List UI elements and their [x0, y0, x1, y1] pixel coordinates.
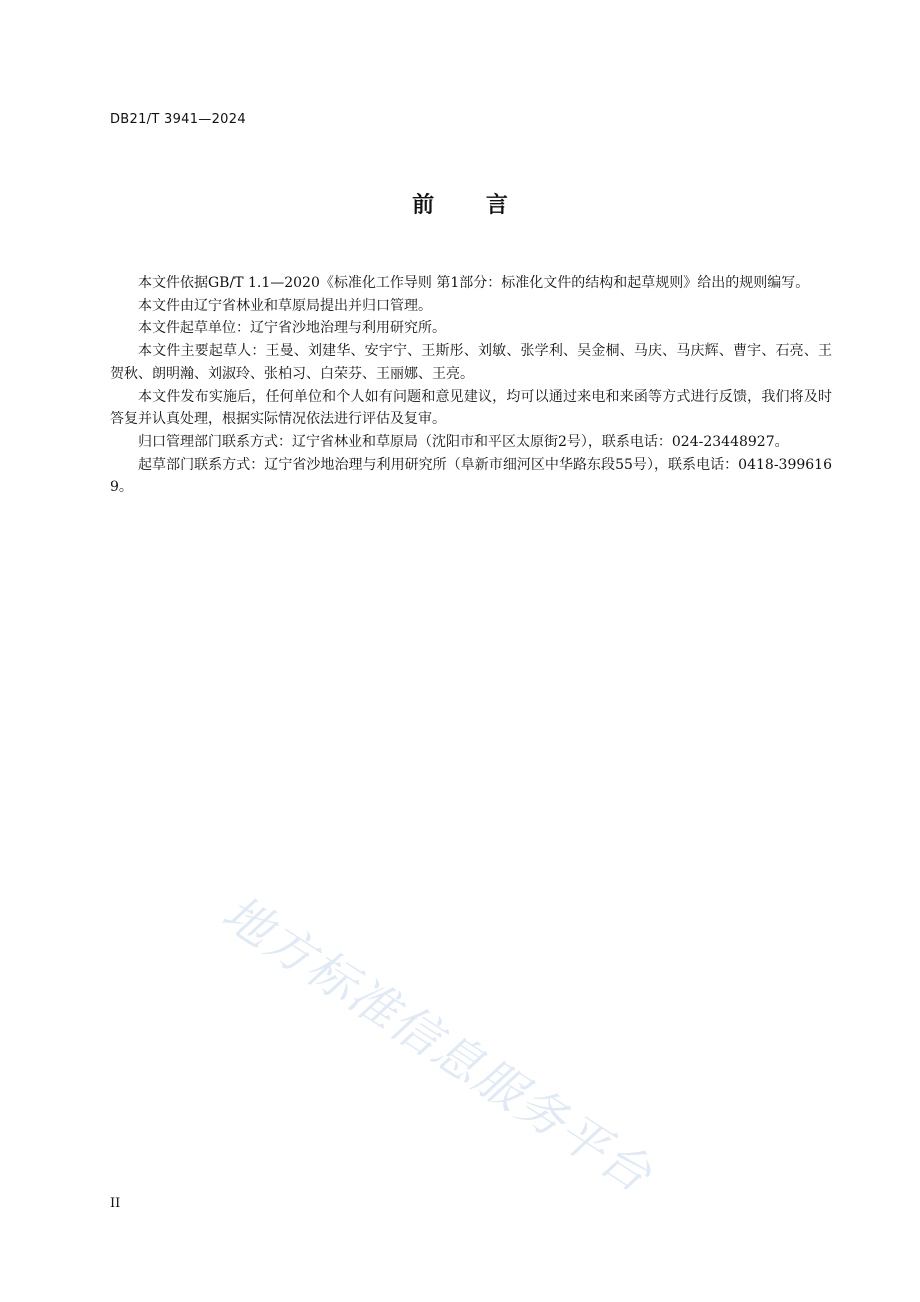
foreword-body — [110, 272, 832, 499]
document-code: DB21/T 3941—2024 — [110, 112, 246, 127]
paragraph-drafting-unit: 本文件起草单位：辽宁省沙地治理与利用研究所。 — [138, 320, 446, 337]
page-title — [0, 188, 920, 219]
paragraph-feedback: 本文件发布实施后，任何单位和个人如有问题和意见建议，均可以通过来电和来函等方式进行反馈，我们将及时答复并认真处理，根据实际情况依法进行评估及复审。 — [110, 388, 832, 428]
paragraph-drafter-contact: 起草部门联系方式：辽宁省沙地治理与利用研究所（阜新市细河区中华路东段55号），联系电话：0418-3996169。 — [110, 456, 832, 496]
page-number: II — [110, 1196, 121, 1211]
paragraph-proposer: 本文件由辽宁省林业和草原局提出并归口管理。 — [138, 297, 432, 314]
watermark: 地方标准信息服务平台 — [212, 884, 663, 1205]
paragraph-drafters: 本文件主要起草人：王曼、刘建华、安宇宁、王斯彤、刘敏、张学利、吴金桐、马庆、马庆辉、曹宇、石亮、王贺秋、朗明瀚、刘淑玲、张柏习、白荣芬、王丽娜、王亮。 — [110, 343, 832, 382]
paragraph-admin-contact: 归口管理部门联系方式：辽宁省林业和草原局（沈阳市和平区太原街2号），联系电话：024-23448927。 — [138, 433, 789, 450]
title-char-2: 言 — [485, 193, 508, 218]
title-char-1: 前 — [412, 193, 435, 218]
paragraph-drafting-basis: 本文件依据GB/T 1.1—2020《标准化工作导则 第1部分：标准化文件的结构和起草规则》给出的规则编写。 — [138, 275, 810, 291]
